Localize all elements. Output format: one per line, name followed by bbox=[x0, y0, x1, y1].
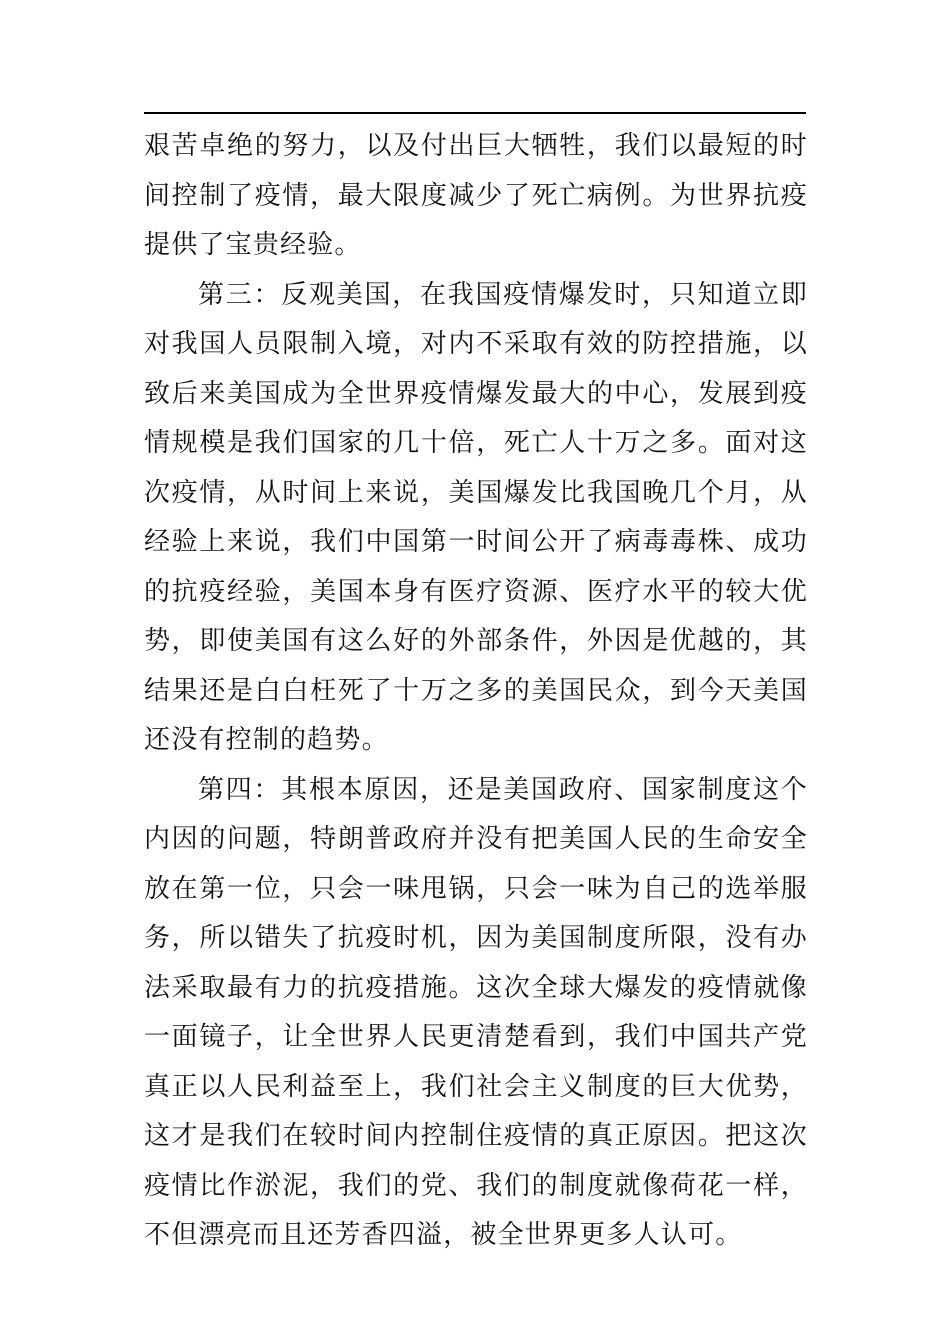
paragraph-continuation: 艰苦卓绝的努力，以及付出巨大牺牲，我们以最短的时间控制了疫情，最大限度减少了死亡病例。为世界抗疫提供了宝贵经验。 bbox=[144, 131, 808, 260]
paragraph-fourth-point: 第四：其根本原因，还是美国政府、国家制度这个内因的问题，特朗普政府并没有把美国人民的生命安全放在第一位，只会一味甩锅，只会一味为自己的选举服务，所以错失了抗疫时机，因为美国制度所限，没有办法采取最有力的抗疫措施。这次全球大爆发的疫情就像一面镜子，让全世界人民更清楚看到，我们中国共产党真正以人民利益至上，我们社会主义制度的巨大优势，这才是我们在较时间内控制住疫情的真正原因。把这次疫情比作淤泥，我们的党、我们的制度就像荷花一样，不但漂亮而且还芳香四溢，被全世界更多人认可。 bbox=[144, 774, 808, 1250]
header-rule bbox=[144, 112, 806, 114]
paragraph-third-point: 第三：反观美国，在我国疫情爆发时，只知道立即对我国人员限制入境，对内不采取有效的防控措施，以致后来美国成为全世界疫情爆发最大的中心，发展到疫情规模是我们国家的几十倍，死亡人十万之多。面对这次疫情，从时间上来说，美国爆发比我国晚几个月，从经验上来说，我们中国第一时间公开了病毒毒株、成功的抗疫经验，美国本身有医疗资源、医疗水平的较大优势，即使美国有这么好的外部条件，外因是优越的，其结果还是白白枉死了十万之多的美国民众，到今天美国还没有控制的趋势。 bbox=[144, 279, 808, 755]
body-text bbox=[144, 122, 808, 1261]
